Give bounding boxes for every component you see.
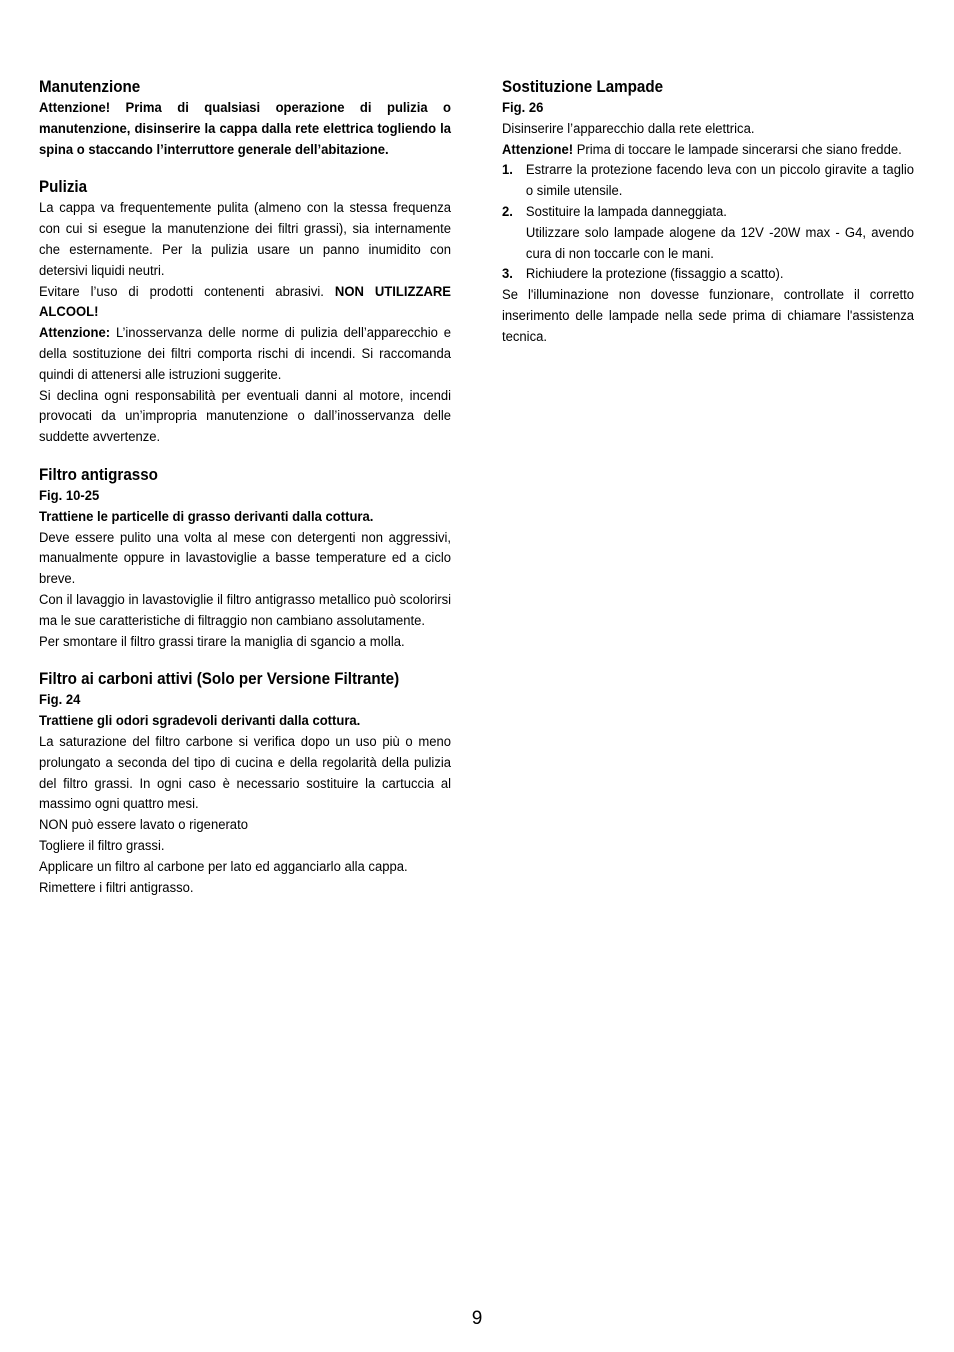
figure-ref: Fig. 26 [502,100,544,116]
paragraph: Con il lavaggio in lavastoviglie il filtro antigrasso metallico può scolorirsi ma le sue caratteristiche di filtraggio non cambiano assolutamente. [39,591,452,629]
paragraph: Deve essere pulito una volta al mese con detergenti non aggressivi, manualmente oppure in lavastoviglie a basse temperature ed a ciclo breve. [39,529,452,588]
page-number: 9 [471,1308,483,1329]
section-title: Filtro antigrasso [39,465,158,484]
paragraph-text: Evitare l’uso di prodotti contenenti abrasivi. [39,283,335,300]
bold-line: Trattiene gli odori sgradevoli derivanti dalla cottura. [39,713,361,730]
figure-ref: Fig. 10-25 [39,487,100,504]
attention-label: Attenzione: [39,325,111,342]
list-item [502,160,914,202]
section-title: Manutenzione [39,78,141,96]
warning-no-alcohol: NON UTILIZZARE ALCOOL! [39,283,452,321]
list-text [526,202,914,264]
paragraph [39,282,451,324]
list-text-line: Utilizzare solo lampade alogene da 12V -20W max - G4, avendo cura di non toccarle con le mani. [525,224,915,262]
paragraph: Applicare un filtro al carbone per lato ed agganciarlo alla cappa. [39,858,408,875]
paragraph: Disinserire l’apparecchio dalla rete elettrica. [502,120,755,137]
paragraph: Se l'illuminazione non dovesse funzionare, controllate il corretto inserimento delle lampade nella sede prima di chiamare l'assistenza tecnica. [502,287,915,345]
section-title: Filtro ai carboni attivi (Solo per Versione Filtrante) [39,670,400,689]
attention-label: Attenzione! [502,141,574,158]
list-number: 3. [502,266,513,283]
section-manutenzione [39,77,451,160]
section-pulizia [39,177,451,448]
section-filtro-antigrasso [39,465,451,652]
paragraph: Per smontare il filtro grassi tirare la maniglia di sgancio a molla. [39,633,405,650]
list-text: Estrarre la protezione facendo leva con un piccolo giravite a taglio o simile utensile. [525,162,915,200]
left-column [39,77,451,915]
figure-ref: Fig. 24 [39,692,81,709]
section-title: Sostituzione Lampade [502,78,664,96]
paragraph-text: L’inosservanza delle norme di pulizia dell’apparecchio e della sostituzione dei filtri comporta rischi di incendi. Si raccomanda quindi di attenersi alle istruzioni suggerite. [39,325,452,383]
paragraph: La cappa va frequentemente pulita (almeno con la stessa frequenza con cui si esegue la manutenzione dei filtri grassi), sia internamente che esternamente. Per la pulizia usare un panno inumidito con detersivi liquidi neutri. [39,200,452,279]
paragraph: NON può essere lavato o rigenerato [39,817,248,834]
list-number: 1. [502,162,513,179]
right-column [502,77,914,365]
paragraph: La saturazione del filtro carbone si verifica dopo un uso più o meno prolungato a seconda del tipo di cucina e della regolarità della pulizia del filtro grassi. In ogni caso è necessario sostituire la cartuccia al massimo ogni quattro mesi. [39,733,452,813]
paragraph: Togliere il filtro grassi. [39,837,165,854]
paragraph-text: Prima di toccare le lampade sincerarsi che siano fredde. [573,141,902,158]
section-title: Pulizia [39,178,88,197]
paragraph: Rimettere i filtri antigrasso. [39,879,194,896]
list-item [502,202,914,264]
list-text-line: Sostituire la lampada danneggiata. [525,203,727,220]
paragraph [39,323,451,385]
list-number: 2. [502,203,513,220]
bold-line: Trattiene le particelle di grasso derivanti dalla cottura. [39,508,374,525]
list-text: Richiudere la protezione (fissaggio a scatto). [525,266,784,283]
section-sostituzione-lampade [502,77,914,348]
list-item [502,264,914,285]
paragraph [502,140,914,161]
warning-text: Attenzione! Prima di qualsiasi operazione di pulizia o manutenzione, disinserire la cappa dalla rete elettrica togliendo la spina o staccando l’interruttore generale dell’abitazione. [39,100,452,158]
section-filtro-carboni [39,669,451,898]
paragraph: Si declina ogni responsabilità per eventuali danni al motore, incendi provocati da un’impropria manutenzione o dall’inosservanza delle suddette avvertenze. [39,387,452,446]
